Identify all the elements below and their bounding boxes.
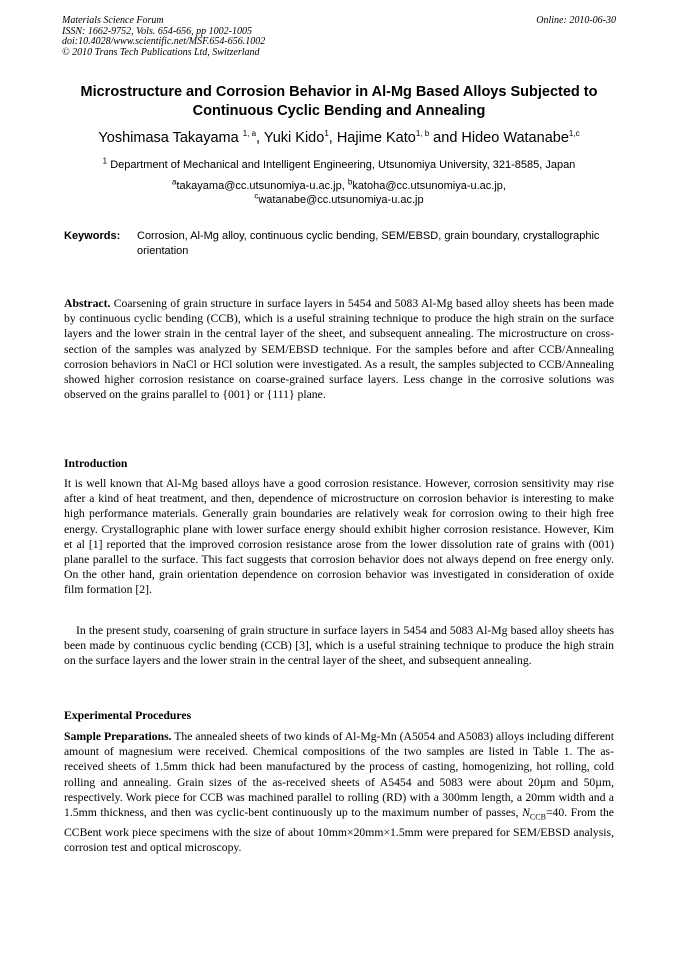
keywords-text: Corrosion, Al-Mg alloy, continuous cyclic bending, SEM/EBSD, grain boundary, crystallographic orientation (137, 230, 600, 257)
subsection-lead: Sample Preparations. (64, 730, 172, 743)
email-mark: b (347, 177, 353, 187)
paragraph (64, 729, 614, 855)
email-link[interactable]: takayama@cc.utsunomiya-u.ac.jp, (176, 180, 345, 192)
symbol-n: N (522, 806, 530, 820)
author-name: Yoshimasa Takayama (98, 130, 239, 146)
abstract-text: Coarsening of grain structure in surface layers in 5454 and 5083 Al-Mg based alloy sheets has been made by continuous cyclic bending (CCB), which is a useful straining technique to produce the high strain on the surface layers and the lower strain in the central layer of the sheet, and subsequent annealing. The microstructure on cross-section of the samples was analyzed by SEM/EBSD technique. For the samples before and after CCB/Annealing corrosion behaviors in NaCl or HCl solution were investigated. As a result, the samples subjected to CCB/Annealing showed higher corrosion resistance on coarse-grained surface layers. Less change in the corrosive solutions was observed on the grains parallel to {001} or {111} plane. (64, 297, 614, 402)
paragraph: In the present study, coarsening of grain structure in surface layers in 5454 and 5083 Al-Mg based alloy sheets has been made by continuous cyclic bending (CCB) [3], which is a useful straining technique to produce the high strain on the surface layers and the lower strain in the central layer of the sheet, and subsequent annealing. (64, 624, 614, 668)
journal-header (62, 16, 265, 58)
affiliation (40, 158, 638, 172)
issn-line: ISSN: 1662-9752, Vols. 654-656, pp 1002-1005 (62, 25, 252, 37)
section-heading-experimental: Experimental Procedures (64, 709, 192, 722)
paper-title: Microstructure and Corrosion Behavior in Al-Mg Based Alloys Subjected to Continuous Cyclic Bending and Annealing (80, 84, 598, 119)
keywords-label: Keywords: (64, 230, 121, 242)
affil-text: Department of Mechanical and Intelligent Engineering, Utsunomiya University, 321-8585, Japan (110, 159, 576, 171)
email-mark: a (172, 177, 177, 187)
affil-mark: 1 (102, 156, 108, 166)
symbol-subscript: CCB (529, 812, 546, 822)
paragraph-text: The annealed sheets of two kinds of Al-Mg-Mn (A5054 and A5083) alloys including different amount of magnesium were received. Chemical compositions of the two samples are listed in Table 1. The as-received sheets of 1.5mm thick had been manufactured by the process of casting, homogenizing, hot rolling, cold rolling and annealing. Grain sizes of the as-received sheets of A5454 and 5083 were about 20µm and 50µm, respectively. Work piece for CCB was machined parallel to rolling (RD) with a 300mm length, a 20mm width and a 1.5mm thickness, and then was cyclic-bent continuously up to the maximum number of passes, (64, 730, 614, 820)
author-name: Yuki Kido (263, 130, 325, 146)
author-emails (40, 179, 638, 207)
copyright-line: © 2010 Trans Tech Publications Ltd, Switzerland (62, 46, 260, 58)
section-heading-introduction: Introduction (64, 457, 128, 470)
journal-name: Materials Science Forum (62, 15, 164, 26)
abstract (64, 296, 614, 402)
keywords-block (64, 229, 624, 259)
abstract-label: Abstract. (64, 297, 111, 310)
author-name: Hajime Kato (336, 130, 416, 146)
paragraph-text: =40. From the CCBent work piece specimens with the size of about 10mm×20mm×1.5mm were prepared for SEM/EBSD analysis, corrosion test and optical microscopy. (64, 806, 614, 854)
author-affil-mark: 1,c (568, 129, 580, 139)
author-list: Yoshimasa Takayama $^{1, a}$, Yuki Kido$^1$, Hajime Kato$^{1, b}$ and Hideo Watanabe$^{1,c}$ (98, 129, 580, 146)
online-date: Online: 2010-06-30 (536, 15, 616, 26)
email-mark: c (254, 191, 259, 201)
author-affil-mark: 1, b (415, 129, 430, 139)
author-name: Hideo Watanabe (461, 130, 569, 146)
doi-line: doi:10.4028/www.scientific.net/MSF.654-656.1002 (62, 36, 266, 47)
author-affil-mark: 1, a (242, 129, 257, 139)
email-link[interactable]: watanabe@cc.utsunomiya-u.ac.jp (258, 194, 424, 206)
author-affil-mark: 1 (324, 129, 329, 139)
email-link[interactable]: katoha@cc.utsunomiya-u.ac.jp, (352, 180, 506, 192)
paragraph: It is well known that Al-Mg based alloys have a good corrosion resistance. However, corrosion sensitivity may rise after a kind of heat treatment, and then, dependence of microstructure on corrosion behavior is interesting to make high performance materials. Generally grain boundaries are relatively weak for corrosion owing to their high free energy. Crystallographic plane with lower surface energy should exhibit higher corrosion resistance. However, Kim et al [1] reported that the improved corrosion resistance arose from the lower dissolution rate of grains with (001) plane parallel to the surface. This fact suggests that corrosion behavior does not always depend on free energy only. On the other hand, grain orientation dependence on corrosion behavior was investigated in consideration of oxide film formation [2]. (64, 477, 614, 597)
